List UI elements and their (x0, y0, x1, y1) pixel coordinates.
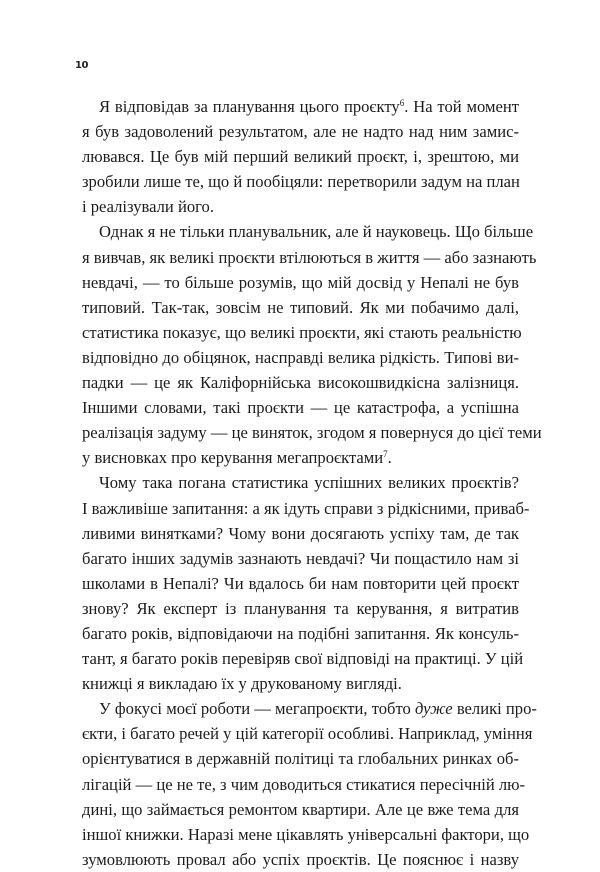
text-line: знову? Як експерт із планування та керування, я витратив (82, 598, 519, 618)
text-line: невдачі, — то більше розумів, що мій досвід у Непалі не був (82, 272, 519, 292)
text-line: зробили лише те, що й пообіцяли: перетворили задум на план (82, 172, 520, 192)
text-line: багато інших задумів зазнають невдачі? Чи пощастило нам зі (82, 548, 519, 568)
text-line: типовий. Так-так, зовсім не типовий. Як ми побачимо далі, (82, 297, 519, 317)
text-line: я був задоволений результатом, але не надто над ним замис- (82, 122, 519, 142)
text-line: Іншими словами, такі проєкти — це катастрофа, а успішна (82, 398, 519, 418)
text-line: багато років, відповідаючи на подібні запитання. Як консуль- (82, 623, 519, 643)
text-line: лігацій — це не те, з чим доводиться стикатися пересічній лю- (82, 774, 526, 794)
text-line: я вивчав, як великі проєкти втілюються в життя — або зазнають (82, 247, 537, 267)
text-line: ливими винятками? Чому вони досягають успіху там, де так (82, 523, 519, 543)
text-line: зумовлюють провал або успіх проєктів. Це пояснює і назву (82, 849, 519, 869)
text-line: падки — це як Каліфорнійська високошвидкісна залізниця. (82, 373, 519, 393)
text-line: дині, що займається ремонтом квартири. Але це вже тема для (82, 799, 519, 819)
text-line: реалізація задуму — це виняток, згодом я повернуся до цієї теми (82, 423, 542, 443)
text-line: і реалізували його. (82, 197, 214, 217)
body-text (82, 94, 542, 872)
paragraph-2 (82, 219, 542, 470)
text-line: Я відповідав за планування цього проєкту$^6$. На той момент (99, 97, 519, 116)
text-line: книжці я викладаю їх у друкованому вигляді. (82, 674, 402, 694)
text-line: орієнтуватися в державній політиці та глобальних ринках об- (82, 749, 519, 769)
text-line: лювався. Це був мій перший великий проєкт, і, зрештою, ми (82, 147, 519, 167)
text-line: І важливіше запитання: а як ідуть справи з рідкісними, приваб- (82, 498, 530, 518)
paragraph-1 (82, 94, 519, 219)
text-line: тант, я багато років перевіряв свої відповіді на практиці. У цій (82, 649, 524, 669)
text-line: Однак я не тільки планувальник, але й науковець. Що більше (99, 222, 534, 242)
paragraph-3 (82, 470, 530, 696)
paragraph-4 (82, 696, 537, 872)
text-line: статистика показує, що великі проєкти, які стають реальністю (82, 322, 522, 342)
text-line: єкти, і багато речей у цій категорії особливі. Наприклад, уміння (82, 724, 533, 744)
text-line: Чому така погана статистика успішних великих проєктів? (99, 473, 519, 493)
footnote-marker[interactable]: 7 (383, 449, 388, 460)
text-line: відповідно до обіцянок, насправді велика рідкість. Типові ви- (82, 347, 519, 367)
emphasis-text: дуже (414, 699, 453, 719)
text-line: іншої книжки. Наразі мене цікавлять універсальні фактори, що (82, 824, 530, 844)
footnote-marker[interactable]: 6 (399, 98, 405, 108)
text-line: у висновках про керування мегапроєктами$^7$. (82, 448, 392, 468)
text-line: школами в Непалі? Чи вдалось би нам повторити цей проєкт (82, 573, 519, 593)
page-number: 10 (75, 60, 88, 71)
text-line: У фокусі моєї роботи — мегапроєкти, тобто дуже великі про- (99, 699, 537, 719)
